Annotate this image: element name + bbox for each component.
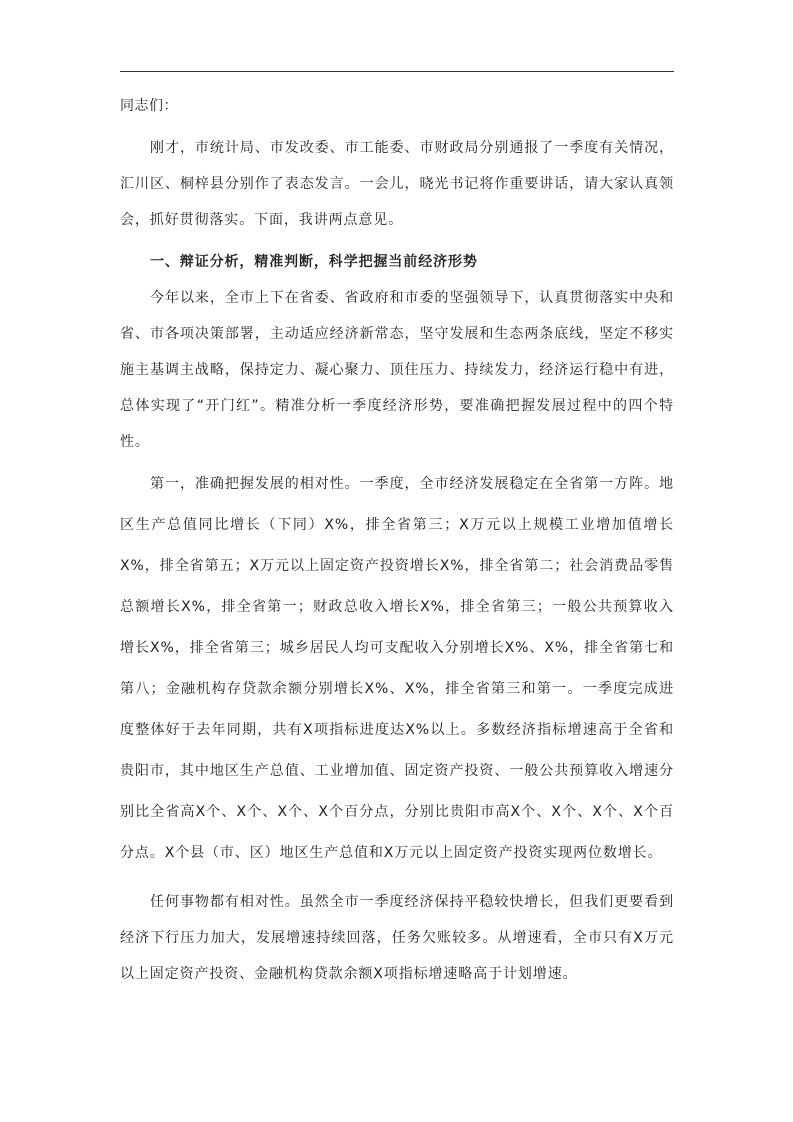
header-rule	[120, 71, 674, 72]
paragraph-intro: 刚才，市统计局、市发改委、市工能委、市财政局分别通报了一季度有关情况，汇川区、桐梓县分别作了表态发言。一会儿，晓光书记将作重要讲话，请大家认真领会，抓好贯彻落实。下面，我讲两点意见。	[120, 140, 674, 228]
paragraph-overview: 今年以来，全市上下在省委、省政府和市委的坚强领导下，认真贯彻落实中央和省、市各项决策部署，主动适应经济新常态，坚守发展和生态两条底线，坚定不移实施主基调主战略，保持定力、凝心聚力、顶住压力、持续发力，经济运行稳中有进，总体实现了“开门红”。精准分析一季度经济形势，要准确把握发展过程中的四个特性。	[120, 290, 674, 450]
document-body	[120, 88, 674, 992]
section-heading: 一、辩证分析，精准判断，科学把握当前经济形势	[150, 254, 478, 270]
paragraph-relativity: 第一，准确把握发展的相对性。一季度，全市经济发展稳定在全省第一方阵。地区生产总值同比增长（下同）X%，排全省第三；X万元以上规模工业增加值增长X%，排全省第五；X万元以上固定资产投资增长X%，排全省第二；社会消费品零售总额增长X%，排全省第一；财政总收入增长X%，排全省第三；一般公共预算收入增长X%，排全省第三；城乡居民人均可支配收入分别增长X%、X%，排全省第七和第八；金融机构存贷款余额分别增长X%、X%，排全省第三和第一。一季度完成进度整体好于去年同期，共有X项指标进度达X%以上。多数经济指标增速高于全省和贵阳市，其中地区生产总值、工业增加值、固定资产投资、一般公共预算收入增速分别比全省高X个、X个、X个、X个百分点，分别比贵阳市高X个、X个、X个、X个百分点。X个县（市、区）地区生产总值和X万元以上固定资产投资实现两位数增长。	[120, 476, 674, 861]
paragraph-pressure: 任何事物都有相对性。虽然全市一季度经济保持平稳较快增长，但我们更要看到经济下行压力加大，发展增速持续回落，任务欠账较多。从增速看，全市只有X万元以上固定资产投资、金融机构贷款余额X项指标增速略高于计划增速。	[120, 894, 674, 982]
greeting: 同志们：	[120, 98, 178, 114]
